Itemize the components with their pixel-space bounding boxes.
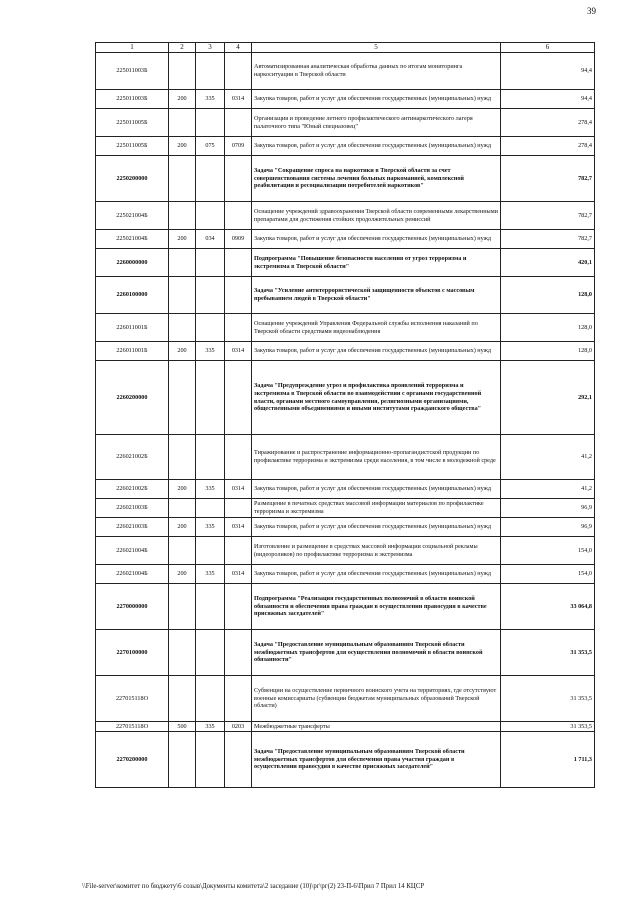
table-row [96, 137, 595, 156]
amount-cell: 782,7 [501, 230, 595, 249]
table-row [96, 584, 595, 630]
code-cell: 226021002Б [96, 435, 169, 480]
description-cell: Субвенции на осуществление первичного воинского учета на территориях, где отсутствуют военные комиссариаты (субвенции бюджетам муниципальных образований Тверской области) [252, 676, 501, 722]
amount-cell: 420,1 [501, 249, 595, 277]
amount-cell: 41,2 [501, 480, 595, 499]
code-cell: 2260200000 [96, 361, 169, 435]
description-cell: Организация и проведение летнего профилактического антинаркотического лагеря палаточного типа "Юный спецназовец" [252, 109, 501, 137]
table-row [96, 202, 595, 230]
column-header: 5 [252, 43, 501, 53]
table-row [96, 722, 595, 732]
section-code-cell: 200 [169, 565, 196, 584]
code-cell: 225011003Б [96, 90, 169, 109]
section-code-cell [169, 202, 196, 230]
subsection-code-cell [225, 435, 252, 480]
table-row [96, 277, 595, 314]
table-row [96, 109, 595, 137]
table-row [96, 630, 595, 676]
subsection-code-cell [225, 732, 252, 788]
description-cell: Закупка товаров, работ и услуг для обеспечения государственных (муниципальных) нужд [252, 480, 501, 499]
department-code-cell [196, 156, 225, 202]
department-code-cell: 335 [196, 342, 225, 361]
subsection-code-cell [225, 499, 252, 518]
section-code-cell [169, 499, 196, 518]
table-row [96, 361, 595, 435]
code-cell: 226021003Б [96, 499, 169, 518]
department-code-cell [196, 314, 225, 342]
description-cell: Подпрограмма "Реализация государственных полномочий в области воинской обязанности и обеспечения права граждан в осуществлении правосудия в качестве присяжных заседателей" [252, 584, 501, 630]
description-cell: Закупка товаров, работ и услуг для обеспечения государственных (муниципальных) нужд [252, 342, 501, 361]
table-row [96, 518, 595, 537]
section-code-cell [169, 109, 196, 137]
description-cell: Задача "Предоставление муниципальным образованиям Тверской области межбюджетных трансфертов для обеспечения права участия граждан в осуществлении правосудия в качестве присяжных заседателей" [252, 732, 501, 788]
subsection-code-cell [225, 314, 252, 342]
amount-cell: 278,4 [501, 109, 595, 137]
description-cell: Задача "Предупреждение угроз и профилактика проявлений терроризма и экстремизма в Тверской области во взаимодействии с органами государственной власти, органами местного самоуправления, религиозными организациями, общественными объединениями и иными институтами гражданского общества" [252, 361, 501, 435]
department-code-cell: 075 [196, 137, 225, 156]
amount-cell: 128,0 [501, 277, 595, 314]
subsection-code-cell [225, 249, 252, 277]
section-code-cell [169, 676, 196, 722]
description-cell: Автоматизированная аналитическая обработка данных по итогам мониторинга наркоситуации в Тверской области [252, 53, 501, 90]
department-code-cell: 034 [196, 230, 225, 249]
amount-cell: 782,7 [501, 202, 595, 230]
amount-cell: 96,9 [501, 499, 595, 518]
amount-cell: 33 064,8 [501, 584, 595, 630]
code-cell: 226021004Б [96, 537, 169, 565]
department-code-cell [196, 435, 225, 480]
code-cell: 227015118О [96, 676, 169, 722]
amount-cell: 1 711,3 [501, 732, 595, 788]
description-cell: Подпрограмма "Повышение безопасности населения от угроз терроризма и экстремизма в Тверской области" [252, 249, 501, 277]
code-cell: 225021004Б [96, 230, 169, 249]
table-row [96, 53, 595, 90]
section-code-cell [169, 249, 196, 277]
subsection-code-cell [225, 202, 252, 230]
subsection-code-cell [225, 277, 252, 314]
section-code-cell [169, 277, 196, 314]
table-row [96, 435, 595, 480]
subsection-code-cell: 0709 [225, 137, 252, 156]
section-code-cell [169, 630, 196, 676]
code-cell: 2260000000 [96, 249, 169, 277]
section-code-cell [169, 732, 196, 788]
section-code-cell [169, 584, 196, 630]
table-row [96, 90, 595, 109]
table-body [96, 53, 595, 788]
code-cell: 225011003Б [96, 53, 169, 90]
department-code-cell [196, 361, 225, 435]
table-row [96, 314, 595, 342]
section-code-cell: 200 [169, 90, 196, 109]
section-code-cell: 200 [169, 480, 196, 499]
amount-cell: 782,7 [501, 156, 595, 202]
subsection-code-cell [225, 676, 252, 722]
department-code-cell: 335 [196, 722, 225, 732]
section-code-cell: 200 [169, 342, 196, 361]
code-cell: 226011001Б [96, 342, 169, 361]
amount-cell: 154,0 [501, 565, 595, 584]
description-cell: Тиражирование и распространение информационно-пропагандистской продукции по профилактике терроризма и экстремизма среди населения, в том числе в молодежной среде [252, 435, 501, 480]
code-cell: 226021004Б [96, 565, 169, 584]
code-cell: 225011005Б [96, 109, 169, 137]
department-code-cell [196, 499, 225, 518]
section-code-cell [169, 314, 196, 342]
code-cell: 226021002Б [96, 480, 169, 499]
subsection-code-cell: 0314 [225, 565, 252, 584]
amount-cell: 128,0 [501, 314, 595, 342]
code-cell: 2270000000 [96, 584, 169, 630]
amount-cell: 96,9 [501, 518, 595, 537]
subsection-code-cell: 0314 [225, 518, 252, 537]
code-cell: 226021003Б [96, 518, 169, 537]
subsection-code-cell: 0314 [225, 480, 252, 499]
column-header: 2 [169, 43, 196, 53]
code-cell: 2270100000 [96, 630, 169, 676]
department-code-cell: 335 [196, 90, 225, 109]
subsection-code-cell [225, 109, 252, 137]
subsection-code-cell [225, 361, 252, 435]
department-code-cell [196, 277, 225, 314]
amount-cell: 292,1 [501, 361, 595, 435]
code-cell: 2270200000 [96, 732, 169, 788]
column-header: 6 [501, 43, 595, 53]
description-cell: Закупка товаров, работ и услуг для обеспечения государственных (муниципальных) нужд [252, 518, 501, 537]
section-code-cell [169, 53, 196, 90]
amount-cell: 31 353,5 [501, 676, 595, 722]
department-code-cell [196, 537, 225, 565]
description-cell: Закупка товаров, работ и услуг для обеспечения государственных (муниципальных) нужд [252, 90, 501, 109]
department-code-cell [196, 676, 225, 722]
department-code-cell [196, 202, 225, 230]
subsection-code-cell: 0314 [225, 342, 252, 361]
amount-cell: 31 353,5 [501, 630, 595, 676]
table-row [96, 230, 595, 249]
description-cell: Оснащение учреждений Управления Федеральной службы исполнения наказаний по Тверской области средствами видеонаблюдения [252, 314, 501, 342]
code-cell: 226011001Б [96, 314, 169, 342]
column-header: 4 [225, 43, 252, 53]
subsection-code-cell [225, 156, 252, 202]
footer-file-path: \\File-server\комитет по бюджету\6 созыв\Документы комитета\2 заседание (10)\рг\рг(2) 23-П-6\Прил 7 Прил 14 КЦСР [82, 883, 425, 890]
description-cell: Межбюджетные трансферты [252, 722, 501, 732]
department-code-cell [196, 732, 225, 788]
department-code-cell [196, 249, 225, 277]
code-cell: 2260100000 [96, 277, 169, 314]
amount-cell: 128,0 [501, 342, 595, 361]
description-cell: Размещение в печатных средствах массовой информации материалов по профилактике терроризма и экстремизма [252, 499, 501, 518]
subsection-code-cell [225, 584, 252, 630]
amount-cell: 278,4 [501, 137, 595, 156]
table-row [96, 732, 595, 788]
section-code-cell: 500 [169, 722, 196, 732]
subsection-code-cell [225, 53, 252, 90]
section-code-cell: 200 [169, 518, 196, 537]
table-row [96, 537, 595, 565]
description-cell: Изготовление и размещение в средствах массовой информации социальной рекламы (видеороликов) по профилактике терроризма и экстремизма [252, 537, 501, 565]
department-code-cell: 335 [196, 480, 225, 499]
budget-table [95, 42, 595, 788]
description-cell: Задача "Предоставление муниципальным образованиям Тверской области межбюджетных трансфертов для осуществления полномочий в области воинской обязанности" [252, 630, 501, 676]
section-code-cell: 200 [169, 230, 196, 249]
section-code-cell [169, 156, 196, 202]
amount-cell: 94,4 [501, 90, 595, 109]
description-cell: Оснащение учреждений здравоохранения Тверской области современными лекарственными препаратами для достижения стойких продолжительных ремиссий [252, 202, 501, 230]
department-code-cell [196, 630, 225, 676]
code-cell: 2250200000 [96, 156, 169, 202]
column-header: 3 [196, 43, 225, 53]
description-cell: Задача "Сокращение спроса на наркотики в Тверской области за счет совершенствования системы лечения больных наркоманией, комплексной реабилитации и ресоциализации потребителей наркотиков" [252, 156, 501, 202]
table-row [96, 249, 595, 277]
section-code-cell [169, 361, 196, 435]
department-code-cell: 335 [196, 518, 225, 537]
subsection-code-cell: 0909 [225, 230, 252, 249]
department-code-cell: 335 [196, 565, 225, 584]
table-header-row [96, 43, 595, 53]
department-code-cell [196, 109, 225, 137]
description-cell: Задача "Усиление антитеррористической защищенности объектов с массовым пребыванием людей в Тверской области" [252, 277, 501, 314]
description-cell: Закупка товаров, работ и услуг для обеспечения государственных (муниципальных) нужд [252, 137, 501, 156]
code-cell: 225021004Б [96, 202, 169, 230]
subsection-code-cell: 0203 [225, 722, 252, 732]
subsection-code-cell [225, 630, 252, 676]
amount-cell: 154,0 [501, 537, 595, 565]
table-row [96, 676, 595, 722]
table-row [96, 499, 595, 518]
table-row [96, 565, 595, 584]
subsection-code-cell: 0314 [225, 90, 252, 109]
table-row [96, 342, 595, 361]
amount-cell: 94,4 [501, 53, 595, 90]
section-code-cell [169, 435, 196, 480]
amount-cell: 41,2 [501, 435, 595, 480]
page-number: 39 [587, 6, 596, 16]
description-cell: Закупка товаров, работ и услуг для обеспечения государственных (муниципальных) нужд [252, 565, 501, 584]
table-row [96, 480, 595, 499]
subsection-code-cell [225, 537, 252, 565]
code-cell: 227015118О [96, 722, 169, 732]
code-cell: 225011005Б [96, 137, 169, 156]
description-cell: Закупка товаров, работ и услуг для обеспечения государственных (муниципальных) нужд [252, 230, 501, 249]
section-code-cell [169, 537, 196, 565]
section-code-cell: 200 [169, 137, 196, 156]
department-code-cell [196, 53, 225, 90]
department-code-cell [196, 584, 225, 630]
amount-cell: 31 353,5 [501, 722, 595, 732]
column-header: 1 [96, 43, 169, 53]
table-row [96, 156, 595, 202]
